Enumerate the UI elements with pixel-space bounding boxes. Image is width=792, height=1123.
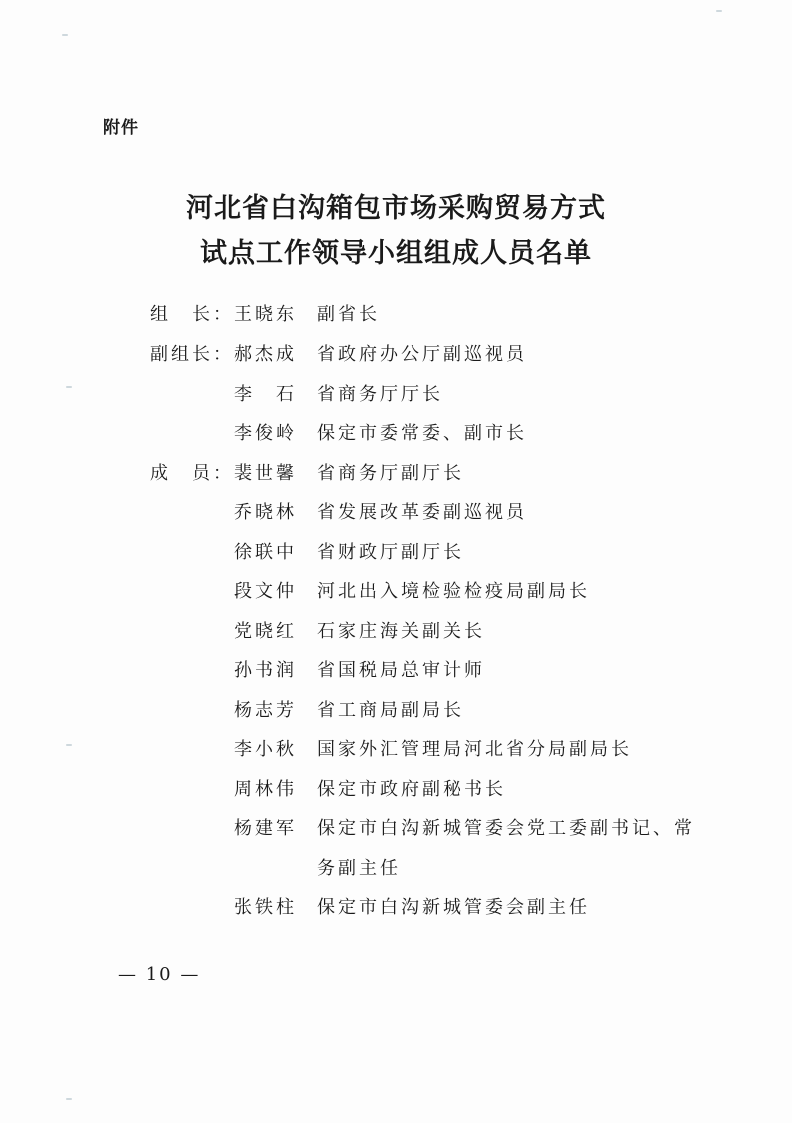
member-position: 副省长 — [317, 304, 380, 325]
member-name: 张铁柱 — [234, 897, 297, 918]
member-row — [0, 814, 792, 844]
member-position: 保定市政府副秘书长 — [317, 779, 506, 800]
member-row — [0, 656, 792, 686]
member-role: 副组长： — [150, 344, 234, 365]
document-title-line-1: 河北省白沟箱包市场采购贸易方式 — [186, 193, 606, 224]
member-position: 保定市白沟新城管委会副主任 — [317, 897, 590, 918]
member-row — [0, 696, 792, 726]
member-name: 杨建军 — [234, 818, 297, 839]
member-name: 王晓东 — [234, 304, 297, 325]
scan-speck — [716, 10, 722, 12]
member-position: 省工商局副局长 — [317, 700, 464, 721]
member-position: 国家外汇管理局河北省分局副局长 — [317, 739, 632, 760]
scan-speck — [66, 1098, 72, 1100]
member-name: 乔晓林 — [234, 502, 297, 523]
member-position: 省财政厅副厅长 — [317, 542, 464, 563]
member-position: 省商务厅副厅长 — [317, 463, 464, 484]
member-row-continuation — [0, 854, 792, 884]
attachment-label: 附件 — [103, 118, 139, 138]
member-name: 段文仲 — [234, 581, 297, 602]
member-row — [0, 538, 792, 568]
document-title-line-2: 试点工作领导小组组成人员名单 — [200, 238, 592, 269]
member-position-continuation: 务副主任 — [317, 858, 401, 879]
member-name: 郝杰成 — [234, 344, 297, 365]
member-position: 保定市白沟新城管委会党工委副书记、常 — [317, 818, 695, 839]
member-position: 省国税局总审计师 — [317, 660, 485, 681]
member-name: 李 石 — [234, 384, 297, 405]
member-position: 河北出入境检验检疫局副局长 — [317, 581, 590, 602]
member-position: 省发展改革委副巡视员 — [317, 502, 527, 523]
member-row — [0, 380, 792, 410]
member-name: 徐联中 — [234, 542, 297, 563]
member-name: 杨志芳 — [234, 700, 297, 721]
member-name: 李小秋 — [234, 739, 297, 760]
member-role: 组 长： — [150, 304, 234, 325]
member-row — [0, 459, 792, 489]
member-position: 石家庄海关副关长 — [317, 621, 485, 642]
member-row — [0, 300, 792, 330]
member-name: 周林伟 — [234, 779, 297, 800]
member-row — [0, 893, 792, 923]
member-role: 成 员： — [150, 463, 234, 484]
member-name: 裴世馨 — [234, 463, 297, 484]
member-row — [0, 775, 792, 805]
member-row — [0, 735, 792, 765]
member-row — [0, 498, 792, 528]
member-position: 保定市委常委、副市长 — [317, 423, 527, 444]
member-position: 省政府办公厅副巡视员 — [317, 344, 527, 365]
member-name: 党晓红 — [234, 621, 297, 642]
member-row — [0, 617, 792, 647]
page-number: — 10 — — [118, 964, 201, 985]
member-name: 孙书润 — [234, 660, 297, 681]
member-row — [0, 577, 792, 607]
member-name: 李俊岭 — [234, 423, 297, 444]
scan-speck — [62, 34, 68, 36]
member-row — [0, 419, 792, 449]
member-position: 省商务厅厅长 — [317, 384, 443, 405]
member-row — [0, 340, 792, 370]
